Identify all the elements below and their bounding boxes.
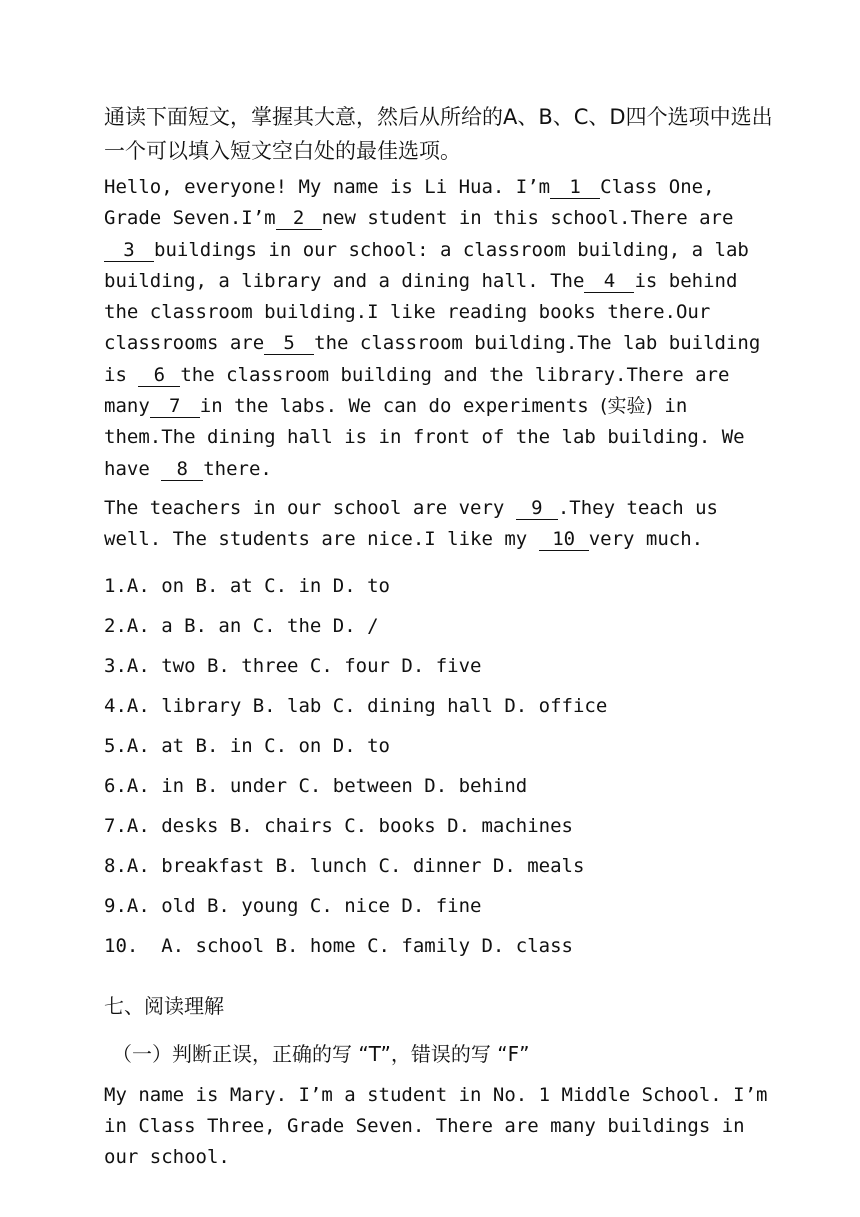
blank-8[interactable]: 8 — [161, 458, 203, 481]
option-line-2: 2.A. a B. an C. the D. / — [104, 614, 379, 637]
passage-text: the classroom building.The lab building is — [104, 332, 772, 386]
blank-5[interactable]: 5 — [264, 332, 314, 355]
option-line-9: 9.A. old B. young C. nice D. fine — [104, 894, 482, 917]
option-line-10: 10. A. school B. home C. family D. class — [104, 934, 573, 957]
cloze-passage-2 — [104, 493, 774, 556]
blank-3[interactable]: 3 — [104, 239, 154, 262]
option-line-4: 4.A. library B. lab C. dining hall D. office — [104, 694, 608, 717]
blank-1[interactable]: 1 — [550, 176, 600, 199]
passage-text: in the labs. We can do experiments — [199, 395, 601, 418]
passage-text: there. — [203, 457, 272, 480]
options-list — [104, 566, 774, 966]
option-line-1: 1.A. on B. at C. in D. to — [104, 574, 390, 597]
passage-text: .They teach us well. The students are nice.I like my — [104, 496, 730, 551]
passage-text: the classroom building and the library.There are many — [104, 363, 741, 418]
passage-text: in them.The dining hall is in front of the lab building. We have — [104, 395, 757, 480]
blank-7[interactable]: 7 — [150, 395, 200, 418]
passage-text: Class One, Grade Seven.I’m — [104, 176, 726, 230]
blank-9[interactable]: 9 — [516, 497, 558, 520]
blank-10[interactable]: 10 — [539, 528, 589, 551]
passage-text: is behind the classroom building.I like reading books there.Our classrooms are — [104, 269, 749, 355]
chinese-gloss: (实验) — [600, 395, 653, 418]
option-line-5: 5.A. at B. in C. on D. to — [104, 734, 390, 757]
document-content — [104, 100, 774, 1192]
subsection-title: （一）判断正误，正确的写 “T”，错误的写 “F” — [112, 1041, 530, 1066]
reading-passage: My name is Mary. I’m a student in No. 1 Middle School. I’m in Class Three, Grade Seven. There are many buildings in our school. — [104, 1083, 768, 1169]
passage-text: new student in this school.There are — [321, 207, 734, 230]
blank-6[interactable]: 6 — [138, 364, 180, 387]
section-title: 七、阅读理解 — [104, 993, 224, 1018]
option-line-8: 8.A. breakfast B. lunch C. dinner D. meals — [104, 854, 585, 877]
blank-4[interactable]: 4 — [584, 270, 634, 293]
passage-text: The teachers in our school are very — [104, 496, 516, 519]
instruction-text: 通读下面短文，掌握其大意，然后从所给的A、B、C、D四个选项中选出一个可以填入短文空白处的最佳选项。 — [104, 105, 773, 163]
passage-text: very much. — [588, 528, 704, 551]
option-line-6: 6.A. in B. under C. between D. behind — [104, 774, 528, 797]
passage-text: Hello, everyone! My name is Li Hua. I’m — [104, 176, 551, 198]
cloze-passage — [104, 172, 774, 485]
option-line-3: 3.A. two B. three C. four D. five — [104, 654, 482, 677]
option-line-7: 7.A. desks B. chairs C. books D. machines — [104, 814, 573, 837]
blank-2[interactable]: 2 — [276, 207, 322, 230]
passage-text: buildings in our school: a classroom building, a lab building, a library and a dining hall. The — [104, 238, 761, 292]
